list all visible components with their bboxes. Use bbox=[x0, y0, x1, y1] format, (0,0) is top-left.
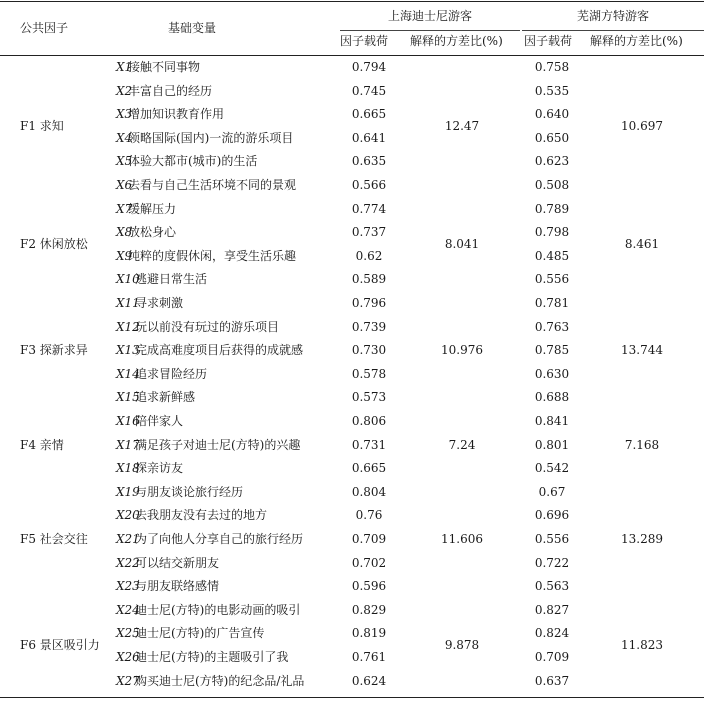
disney-loading: 0.745 bbox=[351, 83, 387, 98]
disney-variance: 9.878 bbox=[444, 638, 480, 653]
variable-code: X8 bbox=[116, 225, 133, 240]
disney-variance: 10.976 bbox=[441, 343, 483, 358]
table-row bbox=[0, 506, 704, 530]
table-row bbox=[0, 483, 704, 507]
disney-loading: 0.76 bbox=[355, 508, 383, 523]
fangte-loading: 0.785 bbox=[534, 343, 570, 358]
fangte-loading: 0.67 bbox=[538, 484, 566, 499]
table-row bbox=[0, 365, 704, 389]
fangte-loading: 0.542 bbox=[534, 461, 570, 476]
fangte-loading: 0.722 bbox=[534, 555, 570, 570]
header-rule bbox=[0, 55, 704, 56]
disney-loading: 0.596 bbox=[351, 579, 387, 594]
bottom-rule bbox=[0, 697, 704, 698]
fangte-loading: 0.485 bbox=[534, 248, 570, 263]
factor-name: F5 社会交往 bbox=[20, 532, 88, 546]
variable-code: X27 bbox=[116, 673, 140, 688]
fangte-loading: 0.630 bbox=[534, 366, 570, 381]
fangte-loading: 0.798 bbox=[534, 225, 570, 240]
disney-loading: 0.635 bbox=[351, 154, 387, 169]
variable-label: 去我朋友没有去过的地方 bbox=[135, 508, 268, 523]
table-row bbox=[0, 200, 704, 224]
table-row bbox=[0, 601, 704, 625]
variable-label: 探亲访友 bbox=[135, 461, 184, 476]
disney-underline bbox=[340, 30, 520, 31]
disney-loading: 0.804 bbox=[351, 484, 387, 499]
table-row bbox=[0, 82, 704, 106]
variable-code: X1 bbox=[116, 60, 133, 74]
fangte-loading: 0.696 bbox=[534, 508, 570, 523]
factor-name: F1 求知 bbox=[20, 119, 64, 133]
top-rule bbox=[0, 1, 704, 2]
variable-label: 陪伴家人 bbox=[135, 414, 184, 428]
table-row bbox=[0, 176, 704, 200]
disney-loading: 0.665 bbox=[351, 107, 387, 122]
fangte-variance: 13.744 bbox=[621, 343, 663, 358]
variable-code: X19 bbox=[116, 484, 140, 499]
table-row bbox=[0, 412, 704, 436]
variable-label: 丰富自己的经历 bbox=[128, 83, 213, 98]
fangte-loading: 0.640 bbox=[534, 107, 570, 122]
disney-loading: 0.794 bbox=[351, 60, 387, 74]
variable-label: 放松身心 bbox=[128, 225, 177, 240]
variable-code: X26 bbox=[116, 650, 140, 664]
fangte-loading: 0.709 bbox=[534, 650, 570, 664]
variable-label: 与朋友谈论旅行经历 bbox=[135, 484, 244, 499]
header-disney-loading: 因子载荷 bbox=[340, 34, 389, 48]
variable-code: X13 bbox=[116, 343, 140, 358]
variable-label: 去看与自己生活环境不同的景观 bbox=[128, 178, 297, 192]
variable-label: 迪士尼(方特)的电影动画的吸引 bbox=[135, 602, 301, 617]
fangte-loading: 0.688 bbox=[534, 390, 570, 405]
variable-code: X17 bbox=[116, 437, 140, 452]
variable-label: 迪士尼(方特)的广告宣传 bbox=[135, 626, 265, 641]
factor-name: F4 亲情 bbox=[20, 437, 64, 452]
variable-label: 逃避日常生活 bbox=[135, 272, 208, 287]
fangte-loading: 0.563 bbox=[534, 579, 570, 594]
table-row bbox=[0, 270, 704, 294]
variable-code: X23 bbox=[116, 579, 140, 594]
header-disney: 上海迪士尼游客 bbox=[387, 9, 472, 23]
variable-label: 缓解压力 bbox=[128, 201, 177, 216]
fangte-loading: 0.841 bbox=[534, 414, 570, 428]
disney-loading: 0.739 bbox=[351, 319, 387, 334]
table-row bbox=[0, 459, 704, 483]
disney-loading: 0.731 bbox=[351, 437, 387, 452]
variable-code: X3 bbox=[116, 107, 133, 122]
disney-loading: 0.573 bbox=[351, 390, 387, 405]
fangte-loading: 0.801 bbox=[534, 437, 570, 452]
variable-label: 体验大都市(城市)的生活 bbox=[128, 154, 258, 169]
disney-loading: 0.62 bbox=[355, 248, 383, 263]
variable-code: X16 bbox=[116, 414, 140, 428]
disney-variance: 11.606 bbox=[441, 532, 483, 546]
table-row bbox=[0, 294, 704, 318]
fangte-variance: 13.289 bbox=[621, 532, 663, 546]
fangte-loading: 0.556 bbox=[534, 272, 570, 287]
variable-label: 增加知识教育作用 bbox=[128, 107, 225, 122]
disney-loading: 0.761 bbox=[351, 650, 387, 664]
fangte-loading: 0.535 bbox=[534, 83, 570, 98]
variable-label: 追求冒险经历 bbox=[135, 366, 208, 381]
disney-loading: 0.774 bbox=[351, 201, 387, 216]
fangte-loading: 0.650 bbox=[534, 130, 570, 145]
fangte-loading: 0.824 bbox=[534, 626, 570, 641]
disney-variance: 12.47 bbox=[444, 119, 480, 133]
variable-code: X25 bbox=[116, 626, 140, 641]
disney-loading: 0.806 bbox=[351, 414, 387, 428]
disney-loading: 0.566 bbox=[351, 178, 387, 192]
disney-loading: 0.709 bbox=[351, 532, 387, 546]
fangte-loading: 0.827 bbox=[534, 602, 570, 617]
variable-code: X9 bbox=[116, 248, 133, 263]
fangte-variance: 10.697 bbox=[621, 119, 663, 133]
factor-name: F6 景区吸引力 bbox=[20, 638, 100, 653]
variable-label: 为了向他人分享自己的旅行经历 bbox=[135, 532, 304, 546]
header-fangte-variance: 解释的方差比(%) bbox=[590, 34, 683, 48]
header-fangte: 芜湖方特游客 bbox=[576, 9, 649, 23]
fangte-variance: 7.168 bbox=[624, 437, 660, 452]
variable-code: X7 bbox=[116, 201, 133, 216]
variable-label: 与朋友联络感情 bbox=[135, 579, 220, 594]
variable-code: X24 bbox=[116, 602, 140, 617]
variable-label: 购买迪士尼(方特)的纪念品/礼品 bbox=[135, 673, 305, 688]
header-fangte-loading: 因子载荷 bbox=[524, 34, 573, 48]
table-row bbox=[0, 58, 704, 82]
variable-code: X5 bbox=[116, 154, 133, 169]
fangte-loading: 0.763 bbox=[534, 319, 570, 334]
table-row bbox=[0, 577, 704, 601]
disney-loading: 0.641 bbox=[351, 130, 387, 145]
disney-loading: 0.589 bbox=[351, 272, 387, 287]
fangte-underline bbox=[522, 30, 704, 31]
header-factor: 公共因子 bbox=[20, 21, 69, 35]
disney-loading: 0.578 bbox=[351, 366, 387, 381]
variable-code: X10 bbox=[116, 272, 140, 287]
disney-variance: 8.041 bbox=[444, 237, 480, 251]
table-row bbox=[0, 672, 704, 696]
variable-code: X18 bbox=[116, 461, 140, 476]
disney-loading: 0.730 bbox=[351, 343, 387, 358]
variable-code: X21 bbox=[116, 532, 140, 546]
disney-loading: 0.624 bbox=[351, 673, 387, 688]
variable-code: X12 bbox=[116, 319, 140, 334]
variable-code: X11 bbox=[116, 296, 140, 310]
variable-label: 寻求刺激 bbox=[135, 296, 184, 310]
fangte-loading: 0.508 bbox=[534, 178, 570, 192]
fangte-loading: 0.556 bbox=[534, 532, 570, 546]
disney-loading: 0.829 bbox=[351, 602, 387, 617]
variable-label: 完成高难度项目后获得的成就感 bbox=[135, 343, 304, 358]
variable-label: 接触不同事物 bbox=[128, 60, 201, 74]
variable-code: X6 bbox=[116, 178, 133, 192]
variable-code: X22 bbox=[116, 555, 140, 570]
fangte-loading: 0.637 bbox=[534, 673, 570, 688]
factor-name: F3 探新求异 bbox=[20, 343, 88, 358]
variable-code: X14 bbox=[116, 366, 140, 381]
header-disney-variance: 解释的方差比(%) bbox=[410, 34, 503, 48]
variable-label: 满足孩子对迪士尼(方特)的兴趣 bbox=[135, 437, 301, 452]
variable-label: 迪士尼(方特)的主题吸引了我 bbox=[135, 650, 289, 664]
disney-loading: 0.665 bbox=[351, 461, 387, 476]
disney-variance: 7.24 bbox=[448, 437, 476, 452]
variable-label: 追求新鲜感 bbox=[135, 390, 196, 405]
fangte-loading: 0.758 bbox=[534, 60, 570, 74]
variable-label: 领略国际(国内)一流的游乐项目 bbox=[128, 130, 294, 145]
fangte-loading: 0.789 bbox=[534, 201, 570, 216]
variable-label: 纯粹的度假休闲，享受生活乐趣 bbox=[128, 248, 297, 263]
table-row bbox=[0, 388, 704, 412]
fangte-loading: 0.623 bbox=[534, 154, 570, 169]
table-row bbox=[0, 318, 704, 342]
factor-name: F2 休闲放松 bbox=[20, 237, 88, 251]
header-variable: 基础变量 bbox=[168, 21, 217, 35]
variable-code: X4 bbox=[116, 130, 133, 145]
variable-code: X2 bbox=[116, 83, 133, 98]
disney-loading: 0.737 bbox=[351, 225, 387, 240]
disney-loading: 0.796 bbox=[351, 296, 387, 310]
variable-code: X20 bbox=[116, 508, 140, 523]
disney-loading: 0.819 bbox=[351, 626, 387, 641]
fangte-variance: 11.823 bbox=[621, 638, 663, 653]
fangte-variance: 8.461 bbox=[624, 237, 660, 251]
variable-code: X15 bbox=[116, 390, 140, 405]
table-row bbox=[0, 554, 704, 578]
disney-loading: 0.702 bbox=[351, 555, 387, 570]
variable-label: 玩以前没有玩过的游乐项目 bbox=[135, 319, 280, 334]
fangte-loading: 0.781 bbox=[534, 296, 570, 310]
variable-label: 可以结交新朋友 bbox=[135, 555, 220, 570]
table-row bbox=[0, 152, 704, 176]
